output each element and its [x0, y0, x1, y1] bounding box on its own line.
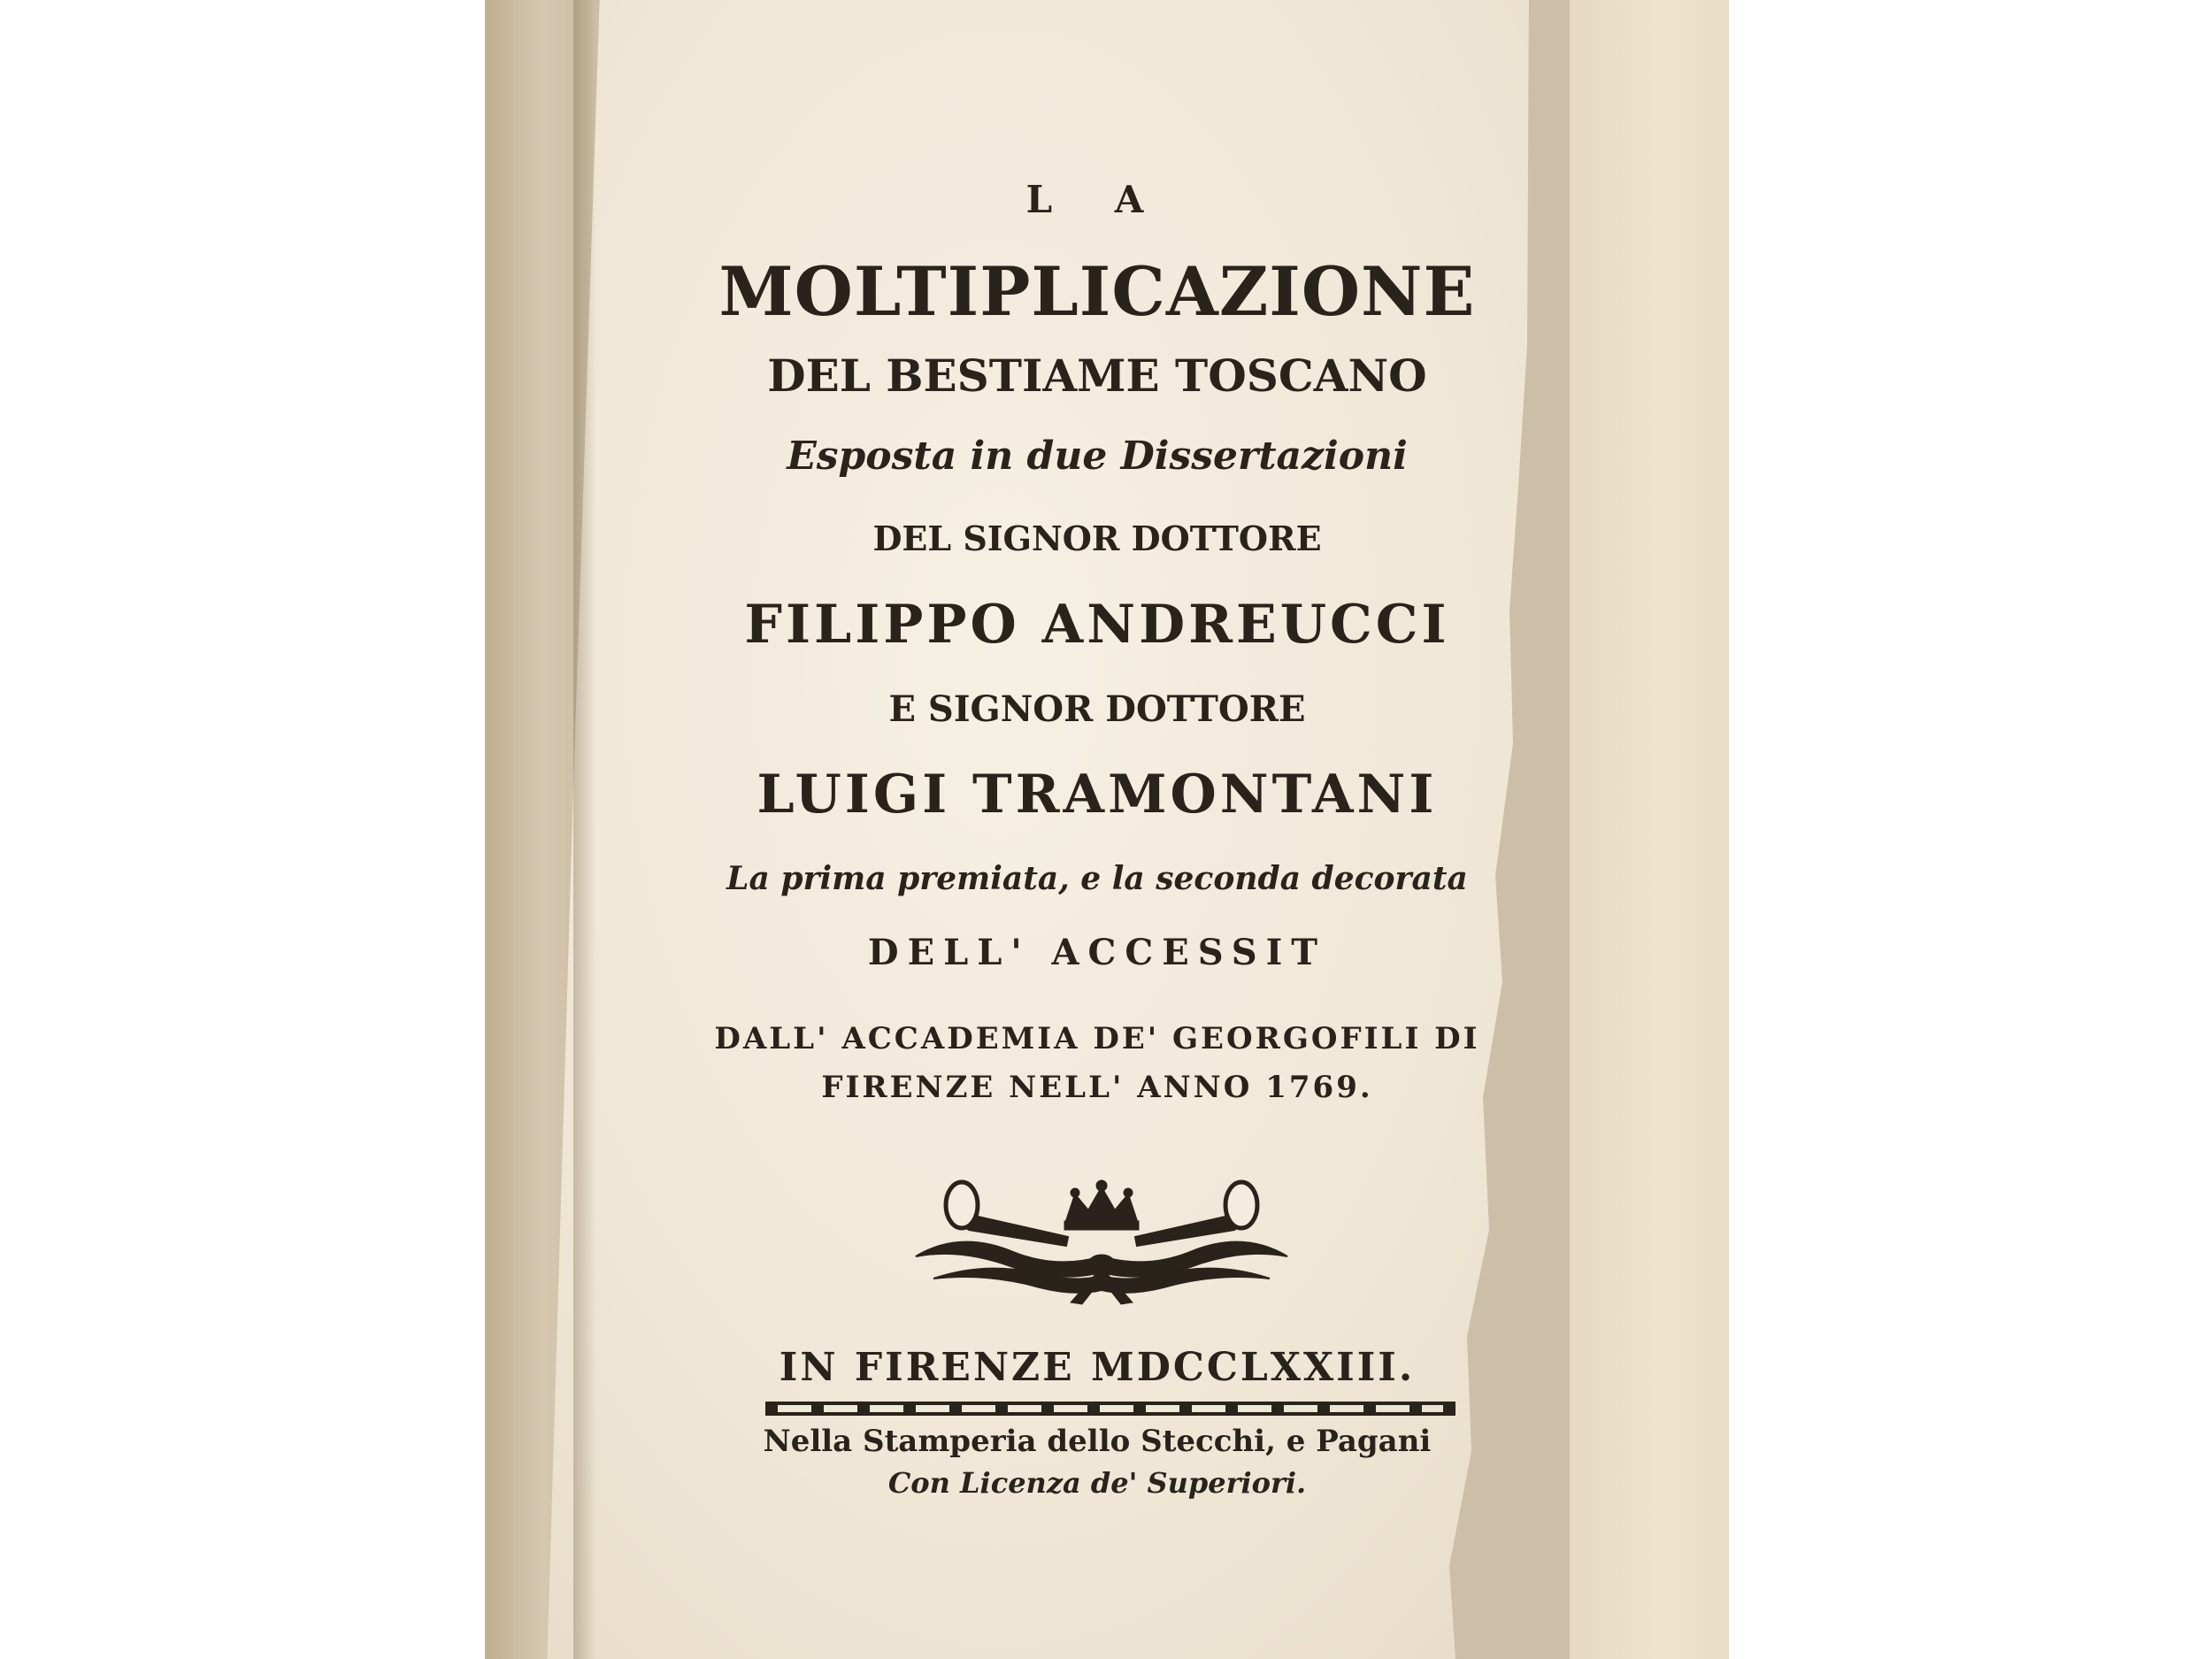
- title-article: L A: [1025, 178, 1169, 221]
- signor-line-2: E SIGNOR DOTTORE: [888, 688, 1306, 730]
- year-line: FIRENZE NELL' ANNO 1769.: [821, 1070, 1373, 1105]
- signor-line-1: DEL SIGNOR DOTTORE: [872, 518, 1322, 558]
- subtitle: DEL BESTIAME TOSCANO: [767, 349, 1427, 402]
- author-name-1: FILIPPO ANDREUCCI: [744, 594, 1450, 656]
- license-line: Con Licenza de' Superiori.: [887, 1466, 1307, 1500]
- main-title: MOLTIPLICAZIONE: [718, 252, 1476, 331]
- decorative-chain-rule: [765, 1398, 1455, 1419]
- esposta-line: Esposta in due Dissertazioni: [787, 434, 1408, 479]
- accessit-line: DELL' ACCESSIT: [867, 932, 1327, 973]
- prize-line: La prima premiata, e la seconda decorata: [726, 860, 1468, 897]
- crown-and-trumpets-ornament: [907, 1168, 1296, 1310]
- book-board-right: [1570, 0, 1729, 1659]
- imprint-place: IN FIRENZE MDCCLXXIII.: [779, 1345, 1416, 1390]
- page-gutter-shadow: [573, 0, 596, 1659]
- printer-line: Nella Stamperia dello Stecchi, e Pagani: [763, 1424, 1432, 1459]
- title-page-text: [611, 0, 1584, 1659]
- author-name-2: LUIGI TRAMONTANI: [757, 764, 1438, 826]
- accademia-line: DALL' ACCADEMIA DE' GEORGOFILI DI: [714, 1021, 1480, 1056]
- book-photo: [485, 0, 1729, 1659]
